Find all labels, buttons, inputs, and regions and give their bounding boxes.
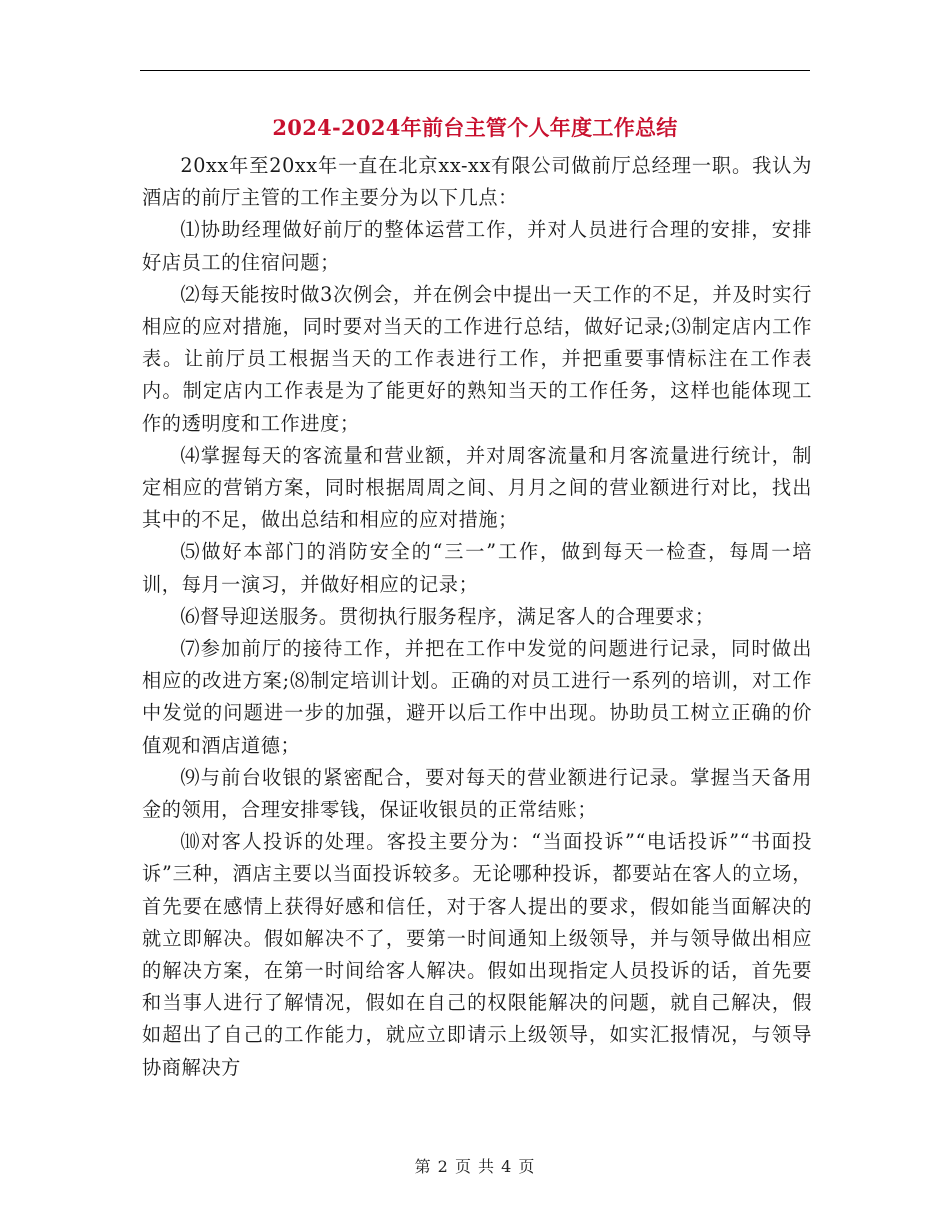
paragraph-intro: 20xx年至20xx年一直在北京xx-xx有限公司做前厅总经理一职。我认为酒店的前厅主管的工作主要分为以下几点： [142, 154, 812, 210]
paragraph-item-5: ⑸做好本部门的消防安全的“三一”工作，做到每天一检查，每周一培训，每月一演习，并做好相应的记录； [142, 540, 812, 596]
paragraph-item-2-3: ⑵每天能按时做3次例会，并在例会中提出一天工作的不足，并及时实行相应的应对措施，同时要对当天的工作进行总结，做好记录;⑶制定店内工作表。让前厅员工根据当天的工作表进行工作，并把重要事情标注在工作表内。制定店内工作表是为了能更好的熟知当天的工作任务，这样也能体现工作的透明度和工作进度； [142, 282, 812, 435]
document-title: 2024-2024年前台主管个人年度工作总结 [272, 115, 678, 140]
paragraph-item-10: ⑽对客人投诉的处理。客投主要分为：“当面投诉”“电话投诉”“书面投诉”三种，酒店主要以当面投诉较多。无论哪种投诉，都要站在客人的立场，首先要在感情上获得好感和信任，对于客人提出的要求，假如能当面解决的就立即解决。假如解决不了，要第一时间通知上级领导，并与领导做出相应的解决方案，在第一时间给客人解决。假如出现指定人员投诉的话，首先要和当事人进行了解情况，假如在自己的权限能解决的问题，就自己解决，假如超出了自己的工作能力，就应立即请示上级领导，如实汇报情况，与领导协商解决方 [142, 830, 812, 1079]
header-rule [140, 70, 810, 71]
paragraph-item-1: ⑴协助经理做好前厅的整体运营工作，并对人员进行合理的安排，安排好店员工的住宿问题； [142, 218, 812, 274]
document-body [142, 150, 812, 1084]
paragraph-item-6: ⑹督导迎送服务。贯彻执行服务程序，满足客人的合理要求； [180, 604, 715, 628]
paragraph-item-7-8: ⑺参加前厅的接待工作，并把在工作中发觉的问题进行记录，同时做出相应的改进方案;⑻制定培训计划。正确的对员工进行一系列的培训，对工作中发觉的问题进一步的加强，避开以后工作中出现。协助员工树立正确的价值观和酒店道德； [142, 637, 812, 757]
paragraph-item-4: ⑷掌握每天的客流量和营业额，并对周客流量和月客流量进行统计，制定相应的营销方案，同时根据周周之间、月月之间的营业额进行对比，找出其中的不足，做出总结和相应的应对措施； [142, 443, 812, 532]
page-footer: 第 2 页 共 4 页 [414, 1157, 536, 1176]
paragraph-item-9: ⑼与前台收银的紧密配合，要对每天的营业额进行记录。掌握当天备用金的领用，合理安排零钱，保证收银员的正常结账； [142, 765, 812, 822]
